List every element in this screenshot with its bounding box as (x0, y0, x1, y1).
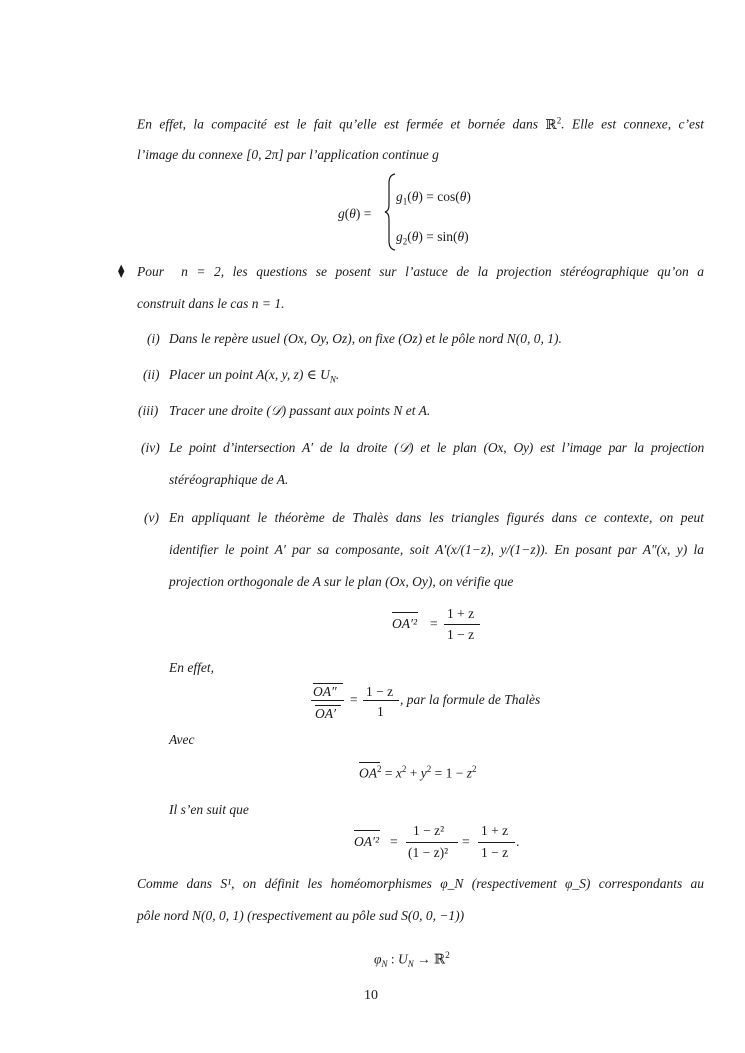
para1-line1: En effet, la compacité est le fait qu’elle est fermée et bornée dans ℝ$^2$. Elle est connexe, c’est (137, 115, 704, 132)
item-label-i: (i) (147, 331, 160, 346)
eq4-fracline1 (406, 842, 458, 843)
eq1-overline (392, 612, 418, 613)
item-label-iv: (iv) (141, 440, 160, 455)
eq4-equals1: = (390, 834, 398, 849)
item-text-v-line1: En appliquant le théorème de Thalès dans les triangles figurés dans ce contexte, on peut (169, 510, 704, 525)
eq2-text: , par la formule de Thalès (400, 692, 541, 707)
item-label-v: (v) (144, 510, 159, 525)
item-text-i: Dans le repère usuel (Ox, Oy, Oz), on fixe (Oz) et le pôle nord N(0, 0, 1). (169, 331, 562, 346)
eq4-num1: 1 − z² (413, 823, 445, 838)
eq3: $OA^2 = x^2 + y^2 = 1 - z^2$ (359, 764, 477, 781)
para2-line1: Pour n = 2, les questions se posent sur l’astuce de la projection stéréographique qu’on a (137, 264, 705, 279)
item-text-ii: Placer un point A(x, y, z) ∈ $U_N$. (169, 367, 340, 385)
eq2-equals: = (350, 692, 358, 707)
eq4-den1: (1 − z)² (408, 845, 449, 860)
item-text-iii: Tracer une droite (𝒟) passant aux points N et A. (169, 403, 431, 418)
g2-eq: $g_2(\theta) = \sin(\theta)$ (396, 229, 469, 247)
g1-eq: $g_1(\theta) = \cos(\theta)$ (396, 189, 471, 207)
item-text-iv-line2: stéréographique de A. (169, 472, 289, 487)
en-effet: En effet, (169, 660, 214, 675)
eq4-den2: 1 − z (481, 845, 509, 860)
eq2-den-lhs: OA′ (315, 706, 336, 721)
eq4-overline (354, 830, 380, 831)
eq1-num: 1 + z (447, 606, 475, 621)
diamond-bullet-icon: ⧫ (118, 263, 125, 278)
item-label-ii: (ii) (143, 367, 160, 382)
eq2-lhs-fracline (311, 700, 344, 701)
item-text-v-line2: identifier le point A′ par sa composante, soit A′(x/(1−z), y/(1−z)). En posant par A″(x, y) la (169, 542, 704, 557)
eq1-lhs: OA′² (392, 616, 417, 631)
item-text-iv-line1: Le point d’intersection A′ de la droite (𝒟) et le plan (Ox, Oy) est l’image par la projection (169, 440, 704, 455)
para2-line2: construit dans le cas n = 1. (137, 296, 285, 311)
g-lhs: g(θ) = (338, 206, 372, 221)
page-number: 10 (364, 988, 378, 1003)
para1-line2: l’image du connexe [0, 2π] par l’application continue g (137, 147, 439, 162)
eq3-overline (359, 762, 380, 763)
eq4-num2: 1 + z (481, 823, 509, 838)
eq1-den: 1 − z (447, 627, 475, 642)
eq2-fracline (363, 700, 399, 701)
para3-line1: Comme dans S¹, on définit les homéomorphismes φ_N (respectivement φ_S) correspondants au (137, 876, 704, 891)
eq4-lhs: OA′² (354, 834, 379, 849)
eq2-num: 1 − z (366, 684, 394, 699)
eq2-num-lhs: OA″ (313, 684, 337, 699)
eq4-equals2: = (462, 834, 470, 849)
il-sen-suit: Il s’en suit que (169, 802, 249, 817)
eq4-fracline2 (478, 842, 515, 843)
eq1-fracline (444, 624, 480, 625)
item-text-v-line3: projection orthogonale de A sur le plan (Ox, Oy), on vérifie que (169, 574, 514, 589)
phi-map: $\varphi_N$ : $U_N$ → ℝ$^2$ (374, 950, 450, 970)
eq1-equals: = (430, 616, 438, 631)
eq2-den: 1 (377, 704, 384, 719)
item-label-iii: (iii) (138, 403, 159, 418)
eq4-period: . (516, 834, 520, 849)
avec: Avec (169, 732, 195, 747)
para3-line2: pôle nord N(0, 0, 1) (respectivement au pôle sud S(0, 0, −1)) (137, 908, 465, 923)
